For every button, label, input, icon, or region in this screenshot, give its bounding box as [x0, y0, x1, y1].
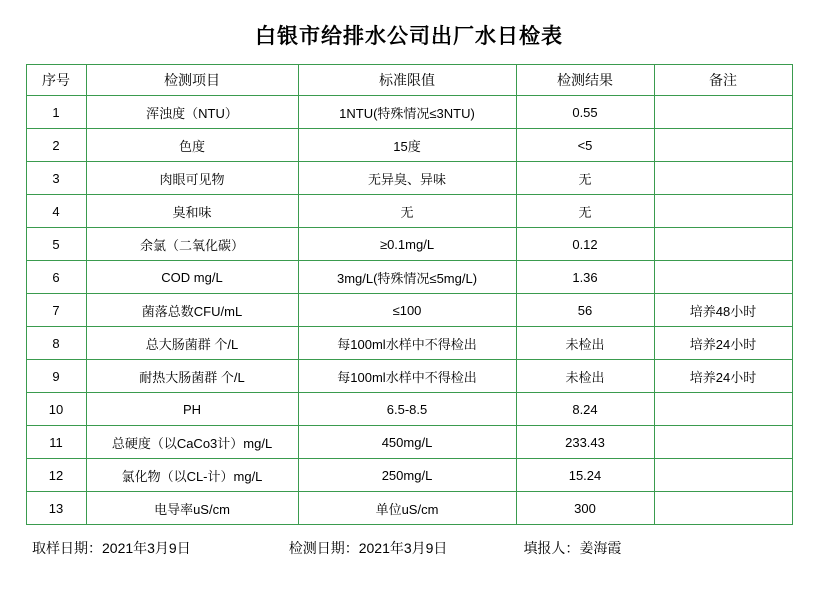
table-row: [26, 294, 792, 327]
cell-limit: 每100ml水样中不得检出: [298, 360, 516, 393]
cell-no: 12: [26, 459, 86, 492]
column-header-limit: 标准限值: [298, 65, 516, 96]
test-date-value: 2021年3月9日: [358, 540, 448, 556]
cell-item: 耐热大肠菌群 个/L: [86, 360, 298, 393]
cell-no: 8: [26, 327, 86, 360]
table-header-row: [26, 65, 792, 96]
cell-no: 6: [26, 261, 86, 294]
test-date-label: 检测日期：: [288, 540, 359, 556]
cell-note: [654, 393, 792, 426]
cell-limit: 1NTU(特殊情况≤3NTU): [298, 96, 516, 129]
cell-result: 233.43: [516, 426, 654, 459]
test-date: [289, 538, 448, 558]
cell-no: 3: [26, 162, 86, 195]
cell-note: 培养48小时: [654, 294, 792, 327]
cell-limit: 每100ml水样中不得检出: [298, 327, 516, 360]
cell-note: [654, 162, 792, 195]
column-header-item: 检测项目: [86, 65, 298, 96]
cell-result: 8.24: [516, 393, 654, 426]
cell-item: 肉眼可见物: [86, 162, 298, 195]
cell-note: [654, 96, 792, 129]
cell-result: 无: [516, 162, 654, 195]
table-row: [26, 360, 792, 393]
table-row: [26, 393, 792, 426]
column-header-no: 序号: [26, 65, 86, 96]
cell-result: 1.36: [516, 261, 654, 294]
sample-date: [32, 538, 191, 558]
cell-note: [654, 459, 792, 492]
cell-item: PH: [86, 393, 298, 426]
cell-item: 总大肠菌群 个/L: [86, 327, 298, 360]
cell-note: [654, 261, 792, 294]
cell-limit: ≥0.1mg/L: [298, 228, 516, 261]
table-row: [26, 261, 792, 294]
table-row: [26, 129, 792, 162]
cell-result: 未检出: [516, 360, 654, 393]
cell-result: 0.55: [516, 96, 654, 129]
water-quality-table: [26, 64, 793, 525]
cell-result: 无: [516, 195, 654, 228]
cell-no: 10: [26, 393, 86, 426]
cell-item: 臭和味: [86, 195, 298, 228]
cell-no: 9: [26, 360, 86, 393]
cell-item: COD mg/L: [86, 261, 298, 294]
cell-result: 未检出: [516, 327, 654, 360]
cell-limit: 250mg/L: [298, 459, 516, 492]
cell-item: 色度: [86, 129, 298, 162]
table-row: [26, 459, 792, 492]
cell-result: 56: [516, 294, 654, 327]
filler-name: [523, 538, 621, 558]
cell-limit: ≤100: [298, 294, 516, 327]
cell-note: [654, 492, 792, 525]
cell-note: [654, 129, 792, 162]
cell-result: <5: [516, 129, 654, 162]
cell-item: 电导率uS/cm: [86, 492, 298, 525]
footer-row: [26, 525, 792, 558]
table-row: [26, 426, 792, 459]
cell-limit: 15度: [298, 129, 516, 162]
table-row: [26, 327, 792, 360]
cell-note: [654, 195, 792, 228]
cell-no: 7: [26, 294, 86, 327]
cell-item: 菌落总数CFU/mL: [86, 294, 298, 327]
cell-limit: 无: [298, 195, 516, 228]
column-header-result: 检测结果: [516, 65, 654, 96]
table-body: [26, 96, 792, 525]
table-row: [26, 96, 792, 129]
cell-note: 培养24小时: [654, 327, 792, 360]
cell-item: 氯化物（以CL-计）mg/L: [86, 459, 298, 492]
cell-item: 总硬度（以CaCo3计）mg/L: [86, 426, 298, 459]
cell-limit: 3mg/L(特殊情况≤5mg/L): [298, 261, 516, 294]
cell-note: 培养24小时: [654, 360, 792, 393]
cell-limit: 6.5-8.5: [298, 393, 516, 426]
page-title: 白银市给排水公司出厂水日检表: [255, 25, 563, 48]
table-row: [26, 228, 792, 261]
sample-date-label: 取样日期：: [32, 540, 102, 556]
table-header: [26, 65, 792, 96]
cell-note: [654, 228, 792, 261]
cell-no: 11: [26, 426, 86, 459]
cell-no: 5: [26, 228, 86, 261]
cell-no: 4: [26, 195, 86, 228]
cell-limit: 无异臭、异味: [298, 162, 516, 195]
table-row: [26, 162, 792, 195]
cell-note: [654, 426, 792, 459]
cell-limit: 450mg/L: [298, 426, 516, 459]
cell-result: 300: [516, 492, 654, 525]
filler-label: 填报人：: [523, 540, 580, 556]
sample-date-value: 2021年3月9日: [102, 540, 191, 556]
column-header-note: 备注: [654, 65, 792, 96]
cell-item: 余氯（二氧化碳）: [86, 228, 298, 261]
cell-limit: 单位uS/cm: [298, 492, 516, 525]
cell-no: 2: [26, 129, 86, 162]
filler-value: 姜海霞: [579, 540, 622, 556]
table-row: [26, 195, 792, 228]
cell-item: 浑浊度（NTU）: [86, 96, 298, 129]
cell-no: 1: [26, 96, 86, 129]
cell-no: 13: [26, 492, 86, 525]
cell-result: 15.24: [516, 459, 654, 492]
cell-result: 0.12: [516, 228, 654, 261]
table-row: [26, 492, 792, 525]
